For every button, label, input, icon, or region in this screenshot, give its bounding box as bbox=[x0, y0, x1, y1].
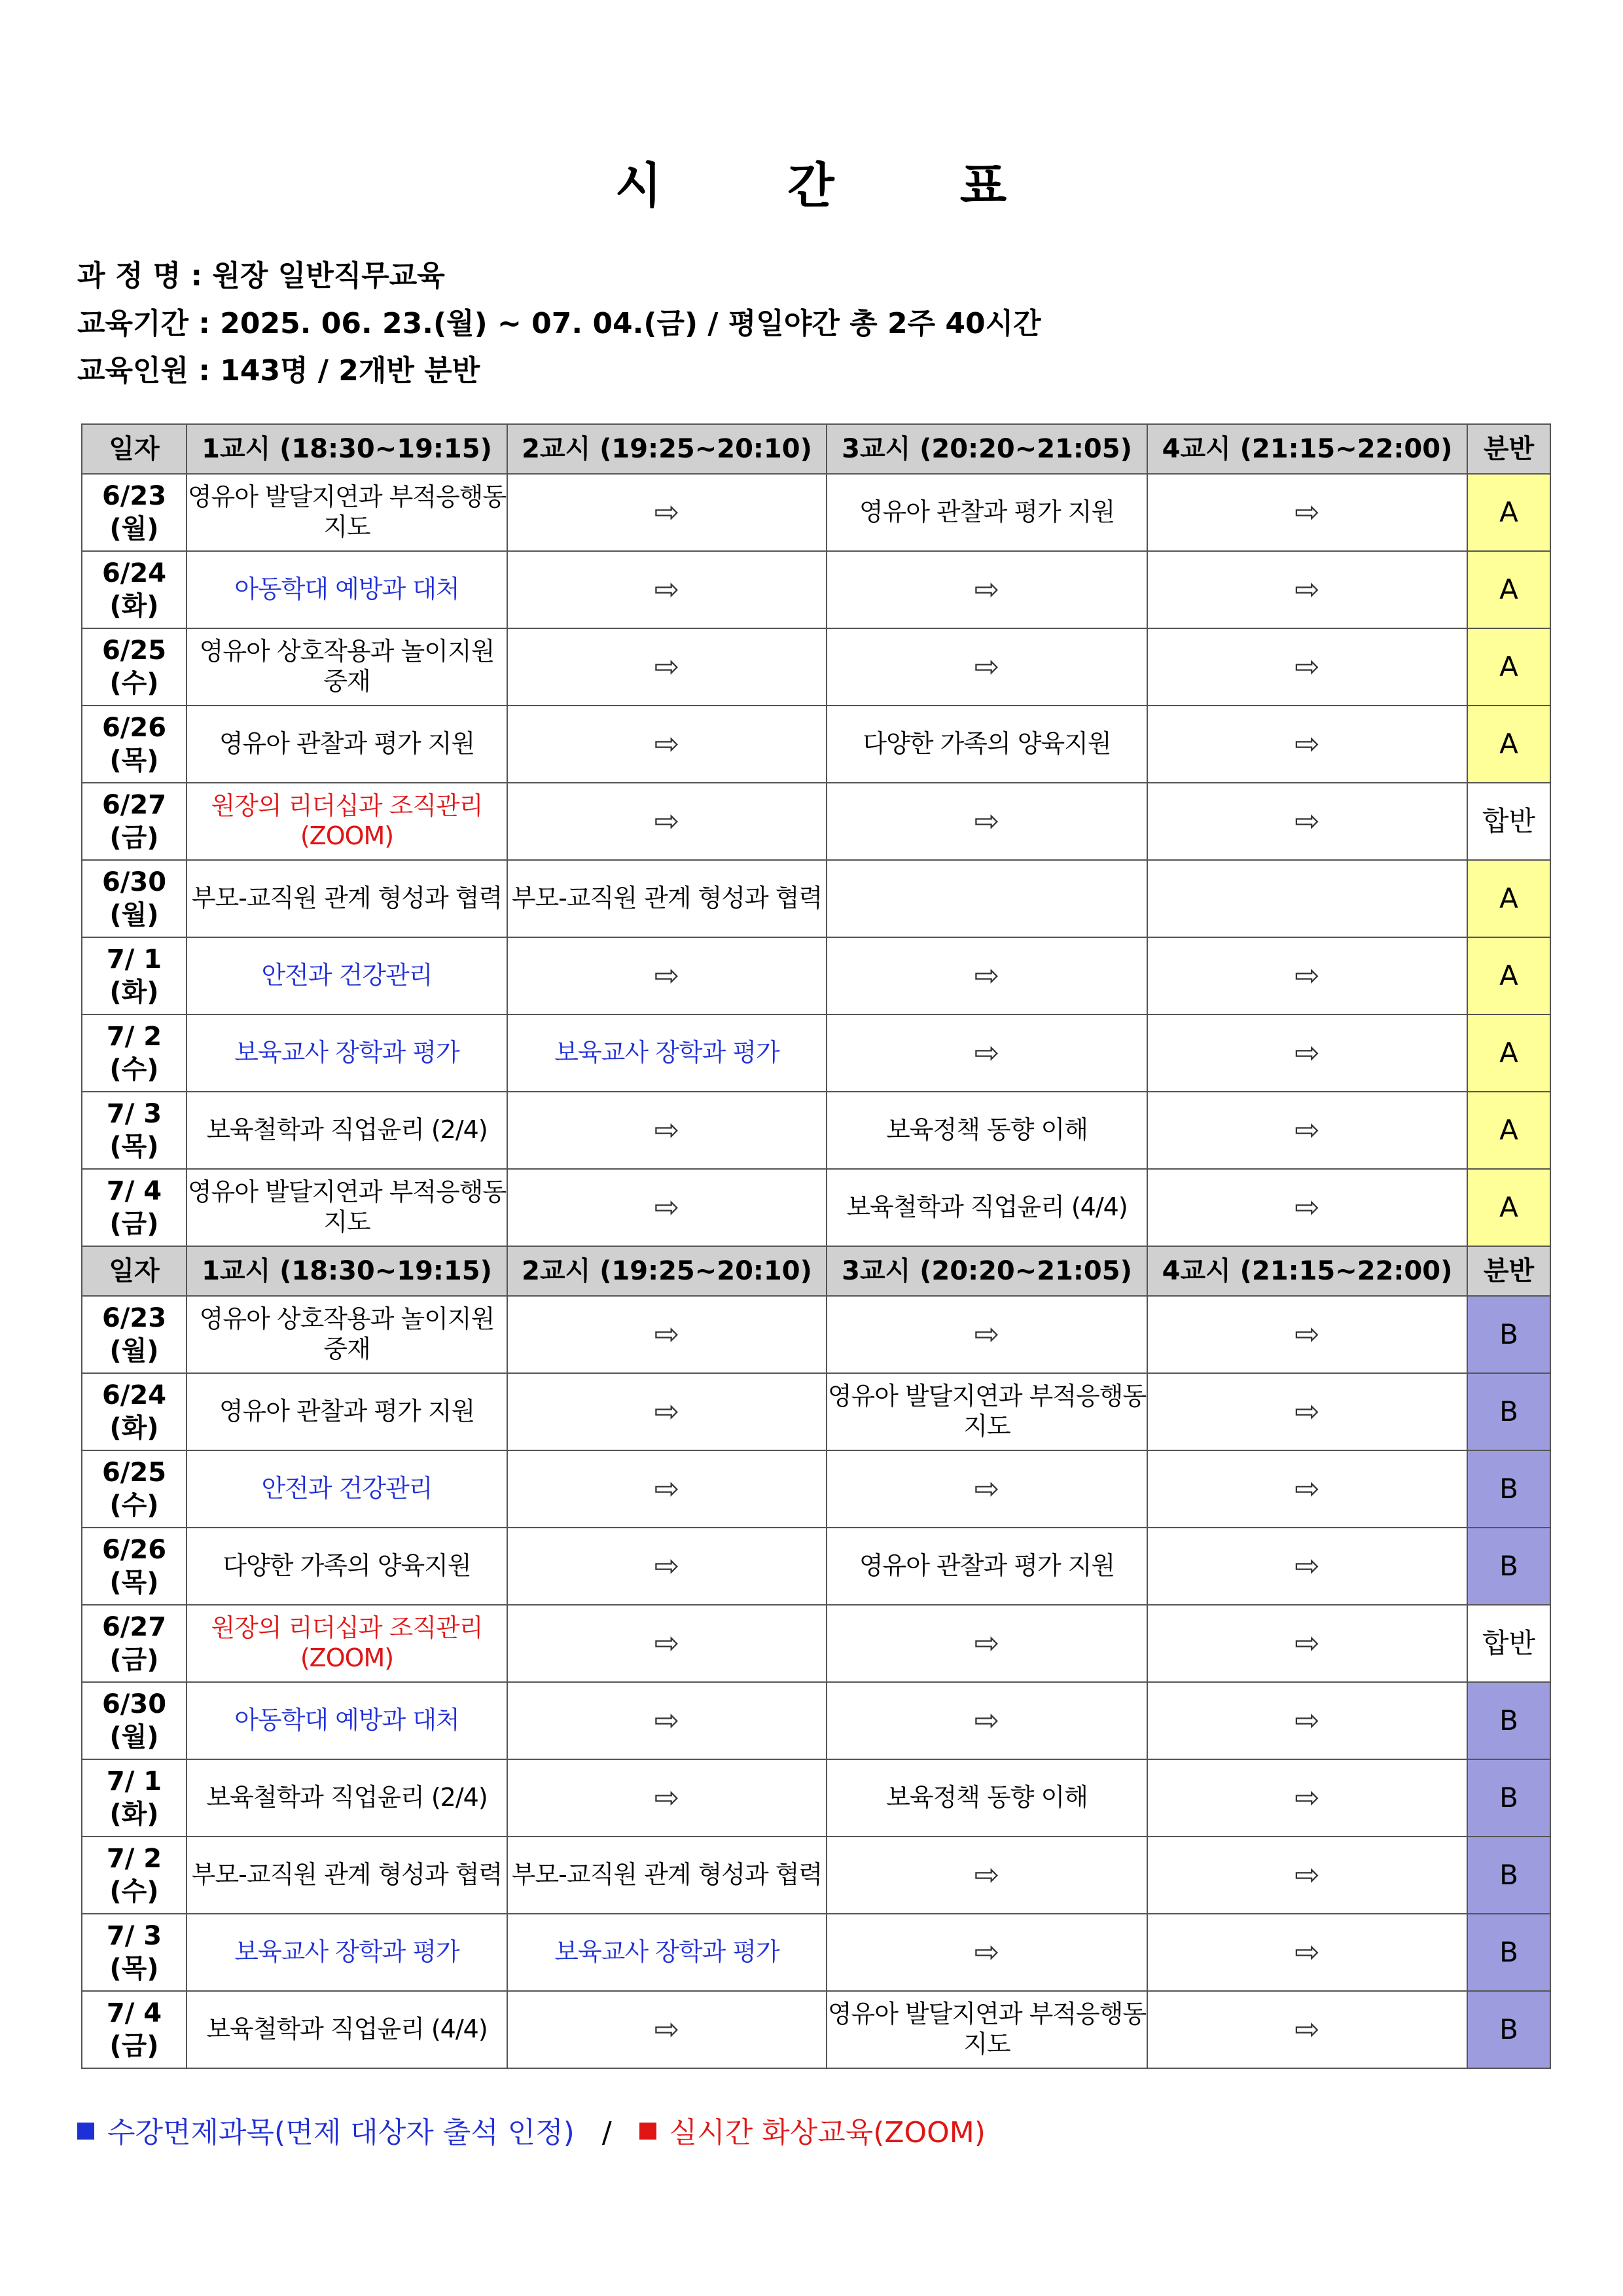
date-cell bbox=[82, 706, 187, 783]
class-group-cell: B bbox=[1467, 1682, 1550, 1759]
subject-cell: 영유아 관찰과 평가 지원 bbox=[187, 1373, 507, 1450]
class-group-cell: B bbox=[1467, 1914, 1550, 1991]
date-day: 6/23 bbox=[101, 481, 167, 511]
subject-cell bbox=[827, 860, 1147, 937]
subject-cell: 안전과 건강관리 bbox=[187, 1450, 507, 1528]
class-group-cell: B bbox=[1467, 1450, 1550, 1528]
continuation-arrow-icon: ⇨ bbox=[1147, 1169, 1467, 1246]
column-header: 2교시 (19:25~20:10) bbox=[507, 1246, 827, 1296]
date-day: 7/ 2 bbox=[106, 1844, 162, 1874]
continuation-arrow-icon: ⇨ bbox=[507, 1682, 827, 1759]
continuation-arrow-icon: ⇨ bbox=[1147, 1528, 1467, 1605]
continuation-arrow-icon: ⇨ bbox=[1147, 937, 1467, 1014]
date-day: 6/30 bbox=[101, 1689, 167, 1719]
date-cell bbox=[82, 783, 187, 860]
subject-cell: 아동학대 예방과 대처 bbox=[187, 551, 507, 628]
class-group-cell: B bbox=[1467, 1991, 1550, 2068]
date-cell bbox=[82, 474, 187, 551]
date-cell bbox=[82, 1914, 187, 1991]
table-row bbox=[82, 1296, 1550, 1373]
date-weekday: (목) bbox=[109, 1132, 159, 1162]
table-row bbox=[82, 1169, 1550, 1246]
date-cell bbox=[82, 1682, 187, 1759]
subject-cell: 보육교사 장학과 평가 bbox=[507, 1014, 827, 1092]
subject-cell: 보육정책 동향 이해 bbox=[827, 1759, 1147, 1837]
class-group-cell: A bbox=[1467, 628, 1550, 706]
continuation-arrow-icon: ⇨ bbox=[827, 1450, 1147, 1528]
class-group-cell: A bbox=[1467, 937, 1550, 1014]
class-group-cell: A bbox=[1467, 1169, 1550, 1246]
continuation-arrow-icon: ⇨ bbox=[507, 628, 827, 706]
subject-line: (ZOOM) bbox=[300, 1643, 394, 1672]
table-row bbox=[82, 1759, 1550, 1837]
subject-cell: 보육철학과 직업윤리 (2/4) bbox=[187, 1092, 507, 1169]
continuation-arrow-icon: ⇨ bbox=[1147, 1373, 1467, 1450]
column-header: 2교시 (19:25~20:10) bbox=[507, 424, 827, 474]
date-cell bbox=[82, 1092, 187, 1169]
continuation-arrow-icon: ⇨ bbox=[507, 1991, 827, 2068]
continuation-arrow-icon: ⇨ bbox=[1147, 551, 1467, 628]
continuation-arrow-icon: ⇨ bbox=[1147, 1014, 1467, 1092]
legend bbox=[77, 2109, 986, 2151]
title-char-2: 간 bbox=[787, 158, 836, 214]
subject-line: (ZOOM) bbox=[300, 821, 394, 850]
course-name: 과 정 명 : 원장 일반직무교육 bbox=[77, 259, 445, 293]
class-group-cell: A bbox=[1467, 551, 1550, 628]
continuation-arrow-icon: ⇨ bbox=[827, 1914, 1147, 1991]
date-day: 7/ 4 bbox=[106, 1998, 162, 2028]
column-header: 일자 bbox=[82, 1246, 187, 1296]
table-row bbox=[82, 1014, 1550, 1092]
class-group-cell: B bbox=[1467, 1528, 1550, 1605]
continuation-arrow-icon: ⇨ bbox=[507, 1169, 827, 1246]
schedule-table bbox=[81, 423, 1551, 2069]
date-weekday: (화) bbox=[109, 591, 159, 621]
subject-cell bbox=[1147, 860, 1467, 937]
column-header: 4교시 (21:15~22:00) bbox=[1147, 1246, 1467, 1296]
legend-zoom: 실시간 화상교육(ZOOM) bbox=[669, 2116, 986, 2149]
page-title bbox=[0, 147, 1623, 217]
continuation-arrow-icon: ⇨ bbox=[827, 1296, 1147, 1373]
date-weekday: (화) bbox=[109, 1413, 159, 1443]
subject-cell: 보육철학과 직업윤리 (4/4) bbox=[827, 1169, 1147, 1246]
table-row bbox=[82, 937, 1550, 1014]
date-weekday: (월) bbox=[109, 514, 159, 544]
date-weekday: (금) bbox=[109, 823, 159, 853]
continuation-arrow-icon: ⇨ bbox=[1147, 1837, 1467, 1914]
date-cell bbox=[82, 1296, 187, 1373]
header-row bbox=[82, 424, 1550, 474]
subject-cell: 부모-교직원 관계 형성과 협력 bbox=[507, 860, 827, 937]
date-cell bbox=[82, 551, 187, 628]
red-square-icon bbox=[639, 2123, 656, 2140]
column-header: 일자 bbox=[82, 424, 187, 474]
continuation-arrow-icon: ⇨ bbox=[1147, 1682, 1467, 1759]
date-day: 7/ 3 bbox=[106, 1099, 162, 1129]
column-header: 분반 bbox=[1467, 1246, 1550, 1296]
date-day: 6/25 bbox=[101, 1458, 167, 1488]
column-header: 1교시 (18:30~19:15) bbox=[187, 1246, 507, 1296]
legend-separator: / bbox=[601, 2116, 612, 2149]
continuation-arrow-icon: ⇨ bbox=[507, 1605, 827, 1682]
table-row bbox=[82, 1914, 1550, 1991]
class-group-cell: B bbox=[1467, 1759, 1550, 1837]
subject-cell: 보육교사 장학과 평가 bbox=[187, 1914, 507, 1991]
date-cell bbox=[82, 1169, 187, 1246]
date-weekday: (월) bbox=[109, 1722, 159, 1752]
table-row bbox=[82, 1682, 1550, 1759]
subject-cell: 다양한 가족의 양육지원 bbox=[827, 706, 1147, 783]
date-day: 7/ 3 bbox=[106, 1921, 162, 1951]
class-group-cell: B bbox=[1467, 1373, 1550, 1450]
date-day: 7/ 1 bbox=[106, 944, 162, 975]
subject-cell: 영유아 상호작용과 놀이지원 중재 bbox=[187, 628, 507, 706]
class-group-cell: A bbox=[1467, 1014, 1550, 1092]
subject-cell: 영유아 발달지연과 부적응행동 지도 bbox=[827, 1373, 1147, 1450]
date-weekday: (화) bbox=[109, 977, 159, 1007]
continuation-arrow-icon: ⇨ bbox=[827, 783, 1147, 860]
table-row bbox=[82, 474, 1550, 551]
course-period: 교육기간 : 2025. 06. 23.(월) ~ 07. 04.(금) / 평일야간 총 2주 40시간 bbox=[77, 307, 1041, 340]
date-weekday: (목) bbox=[109, 745, 159, 776]
date-day: 6/24 bbox=[101, 1380, 167, 1410]
date-day: 6/27 bbox=[101, 1612, 167, 1642]
subject-cell: 안전과 건강관리 bbox=[187, 937, 507, 1014]
class-group-cell: A bbox=[1467, 474, 1550, 551]
date-weekday: (월) bbox=[109, 1336, 159, 1366]
continuation-arrow-icon: ⇨ bbox=[507, 706, 827, 783]
class-group-cell: B bbox=[1467, 1837, 1550, 1914]
class-group-cell: B bbox=[1467, 1296, 1550, 1373]
table-row bbox=[82, 1092, 1550, 1169]
subject-cell: 영유아 발달지연과 부적응행동 지도 bbox=[187, 474, 507, 551]
table-row bbox=[82, 1528, 1550, 1605]
date-weekday: (수) bbox=[109, 1054, 159, 1085]
subject-cell: 부모-교직원 관계 형성과 협력 bbox=[187, 1837, 507, 1914]
header-row bbox=[82, 1246, 1550, 1296]
date-weekday: (금) bbox=[109, 1209, 159, 1239]
table-row bbox=[82, 1450, 1550, 1528]
continuation-arrow-icon: ⇨ bbox=[827, 551, 1147, 628]
subject-cell: 보육교사 장학과 평가 bbox=[187, 1014, 507, 1092]
date-day: 6/27 bbox=[101, 790, 167, 820]
continuation-arrow-icon: ⇨ bbox=[507, 474, 827, 551]
table-row bbox=[82, 1991, 1550, 2068]
continuation-arrow-icon: ⇨ bbox=[507, 783, 827, 860]
continuation-arrow-icon: ⇨ bbox=[1147, 706, 1467, 783]
continuation-arrow-icon: ⇨ bbox=[827, 1837, 1147, 1914]
table-row bbox=[82, 1373, 1550, 1450]
table-row bbox=[82, 706, 1550, 783]
subject-cell: 보육교사 장학과 평가 bbox=[507, 1914, 827, 1991]
continuation-arrow-icon: ⇨ bbox=[507, 1759, 827, 1837]
subject-line: 원장의 리더십과 조직관리 bbox=[211, 791, 483, 821]
blue-square-icon bbox=[77, 2123, 94, 2140]
title-char-3: 표 bbox=[959, 158, 1008, 214]
date-weekday: (금) bbox=[109, 1645, 159, 1675]
column-header: 3교시 (20:20~21:05) bbox=[827, 1246, 1147, 1296]
date-day: 6/26 bbox=[101, 1535, 167, 1565]
continuation-arrow-icon: ⇨ bbox=[1147, 1296, 1467, 1373]
continuation-arrow-icon: ⇨ bbox=[1147, 783, 1467, 860]
subject-cell: 부모-교직원 관계 형성과 협력 bbox=[187, 860, 507, 937]
legend-exempt: 수강면제과목(면제 대상자 출석 인정) bbox=[107, 2116, 575, 2149]
course-enrollment: 교육인원 : 143명 / 2개반 분반 bbox=[77, 354, 480, 387]
continuation-arrow-icon: ⇨ bbox=[827, 1014, 1147, 1092]
continuation-arrow-icon: ⇨ bbox=[1147, 628, 1467, 706]
date-day: 6/24 bbox=[101, 558, 167, 588]
continuation-arrow-icon: ⇨ bbox=[507, 551, 827, 628]
date-cell bbox=[82, 1759, 187, 1837]
continuation-arrow-icon: ⇨ bbox=[1147, 1450, 1467, 1528]
date-cell bbox=[82, 860, 187, 937]
table-row bbox=[82, 860, 1550, 937]
date-weekday: (금) bbox=[109, 2031, 159, 2061]
subject-line: 원장의 리더십과 조직관리 bbox=[211, 1613, 483, 1643]
date-day: 7/ 2 bbox=[106, 1022, 162, 1052]
date-day: 7/ 4 bbox=[106, 1176, 162, 1206]
continuation-arrow-icon: ⇨ bbox=[1147, 1914, 1467, 1991]
continuation-arrow-icon: ⇨ bbox=[507, 1373, 827, 1450]
continuation-arrow-icon: ⇨ bbox=[1147, 474, 1467, 551]
continuation-arrow-icon: ⇨ bbox=[827, 937, 1147, 1014]
date-weekday: (수) bbox=[109, 668, 159, 698]
subject-cell: 영유아 관찰과 평가 지원 bbox=[827, 474, 1147, 551]
table-row bbox=[82, 628, 1550, 706]
subject-cell: 영유아 관찰과 평가 지원 bbox=[827, 1528, 1147, 1605]
subject-cell bbox=[187, 1605, 507, 1682]
subject-cell: 보육철학과 직업윤리 (4/4) bbox=[187, 1991, 507, 2068]
subject-cell: 보육철학과 직업윤리 (2/4) bbox=[187, 1759, 507, 1837]
class-group-cell: A bbox=[1467, 860, 1550, 937]
column-header: 1교시 (18:30~19:15) bbox=[187, 424, 507, 474]
date-weekday: (화) bbox=[109, 1799, 159, 1829]
date-cell bbox=[82, 1373, 187, 1450]
date-weekday: (수) bbox=[109, 1490, 159, 1520]
date-cell bbox=[82, 1528, 187, 1605]
date-cell bbox=[82, 937, 187, 1014]
table-row bbox=[82, 551, 1550, 628]
date-weekday: (월) bbox=[109, 900, 159, 930]
class-group-cell: A bbox=[1467, 706, 1550, 783]
table-row bbox=[82, 783, 1550, 860]
subject-cell: 영유아 발달지연과 부적응행동 지도 bbox=[827, 1991, 1147, 2068]
class-group-cell: 합반 bbox=[1467, 783, 1550, 860]
subject-cell: 영유아 발달지연과 부적응행동 지도 bbox=[187, 1169, 507, 1246]
continuation-arrow-icon: ⇨ bbox=[827, 628, 1147, 706]
date-day: 6/30 bbox=[101, 867, 167, 897]
date-weekday: (목) bbox=[109, 1954, 159, 1984]
subject-cell: 아동학대 예방과 대처 bbox=[187, 1682, 507, 1759]
date-day: 6/26 bbox=[101, 713, 167, 743]
continuation-arrow-icon: ⇨ bbox=[507, 1528, 827, 1605]
subject-cell bbox=[187, 783, 507, 860]
continuation-arrow-icon: ⇨ bbox=[1147, 1991, 1467, 2068]
continuation-arrow-icon: ⇨ bbox=[1147, 1092, 1467, 1169]
date-day: 6/25 bbox=[101, 636, 167, 666]
date-cell bbox=[82, 628, 187, 706]
date-cell bbox=[82, 1837, 187, 1914]
class-group-cell: 합반 bbox=[1467, 1605, 1550, 1682]
continuation-arrow-icon: ⇨ bbox=[827, 1682, 1147, 1759]
date-day: 7/ 1 bbox=[106, 1767, 162, 1797]
table-row bbox=[82, 1837, 1550, 1914]
subject-cell: 영유아 상호작용과 놀이지원 중재 bbox=[187, 1296, 507, 1373]
continuation-arrow-icon: ⇨ bbox=[507, 1450, 827, 1528]
subject-cell: 다양한 가족의 양육지원 bbox=[187, 1528, 507, 1605]
date-cell bbox=[82, 1450, 187, 1528]
subject-cell: 영유아 관찰과 평가 지원 bbox=[187, 706, 507, 783]
continuation-arrow-icon: ⇨ bbox=[507, 1092, 827, 1169]
date-weekday: (수) bbox=[109, 1876, 159, 1907]
column-header: 3교시 (20:20~21:05) bbox=[827, 424, 1147, 474]
continuation-arrow-icon: ⇨ bbox=[507, 1296, 827, 1373]
date-day: 6/23 bbox=[101, 1303, 167, 1333]
column-header: 분반 bbox=[1467, 424, 1550, 474]
subject-cell: 부모-교직원 관계 형성과 협력 bbox=[507, 1837, 827, 1914]
continuation-arrow-icon: ⇨ bbox=[1147, 1605, 1467, 1682]
column-header: 4교시 (21:15~22:00) bbox=[1147, 424, 1467, 474]
date-cell bbox=[82, 1605, 187, 1682]
class-group-cell: A bbox=[1467, 1092, 1550, 1169]
continuation-arrow-icon: ⇨ bbox=[827, 1605, 1147, 1682]
subject-cell: 보육정책 동향 이해 bbox=[827, 1092, 1147, 1169]
table-row bbox=[82, 1605, 1550, 1682]
date-weekday: (목) bbox=[109, 1568, 159, 1598]
date-cell bbox=[82, 1991, 187, 2068]
continuation-arrow-icon: ⇨ bbox=[1147, 1759, 1467, 1837]
date-cell bbox=[82, 1014, 187, 1092]
title-char-1: 시 bbox=[615, 158, 664, 214]
continuation-arrow-icon: ⇨ bbox=[507, 937, 827, 1014]
